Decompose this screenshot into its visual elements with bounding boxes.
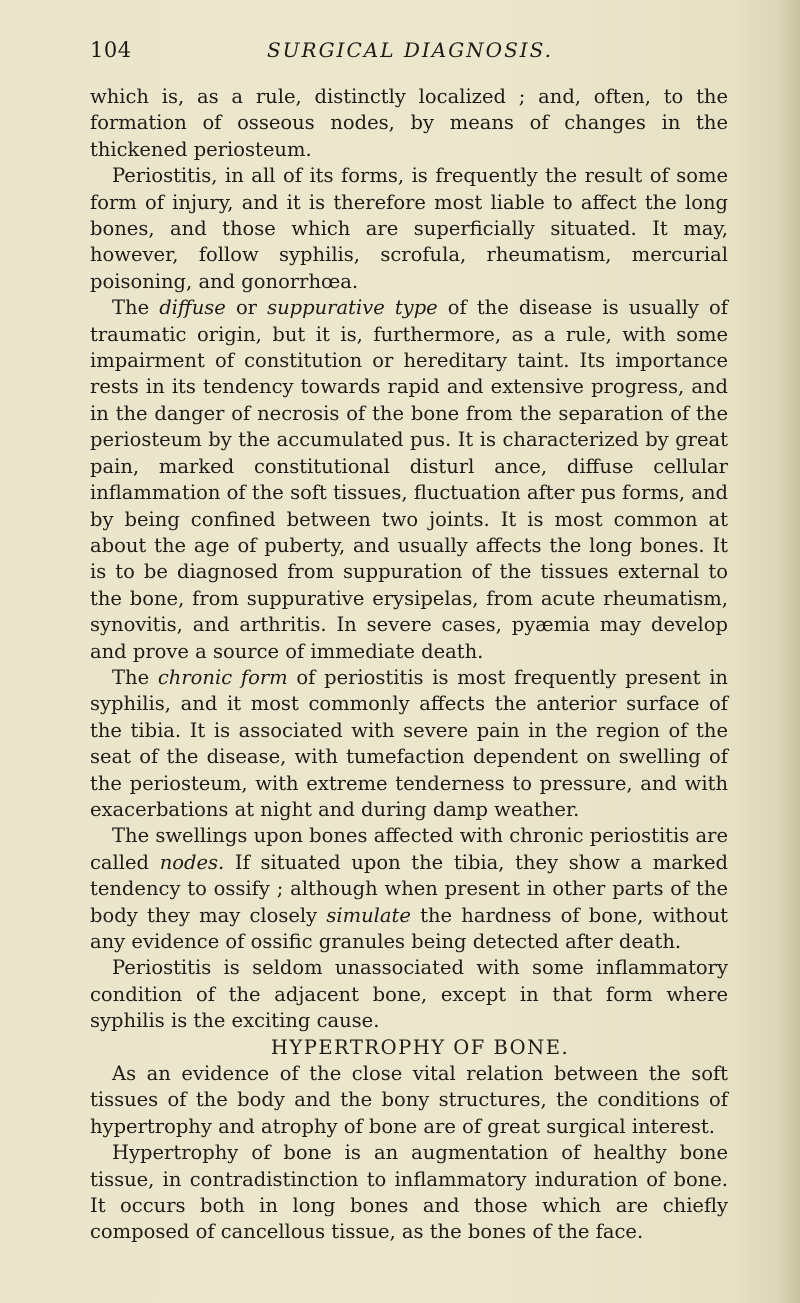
paragraph-4 [90,665,728,823]
paragraph-1: which is, as a rule, distinctly localized ; and, often, to the formation of osseous nodes, by means of changes in the thickened periosteum. [90,85,728,161]
paragraph-3-text: or [225,296,268,320]
page-edge-shadow [778,0,800,1303]
term-suppurative-type: suppurative type [267,296,438,320]
term-simulate: simulate [326,903,411,927]
term-chronic-form: chronic form [157,665,288,689]
paragraph-3-text: of the disease is usually of traumatic origin, but it is, furthermore, as a rule, with some impairment of constitution or hereditary taint. Its importance rests in its tendency towards rapid and extensive progress, and in the danger of necrosis of the bone from the separation of the periosteum by the accumulated pus. It is characterized by great pain, marked constitutional disturl ance, diffuse cellular inflammation of the soft tissues, fluctuation after pus forms, and by being confined between two joints. It is most common at about the age of puberty, and usually affects the long bones. It is to be diagnosed from suppuration of the tissues external to the bone, from suppurative erysipelas, from acute rheumatism, synovitis, and arthritis. In severe cases, pyæmia may develop and prove a source of immediate death. [90,296,728,663]
paragraph-8: Hypertrophy of bone is an augmentation of healthy bone tissue, in contradistinction to inflammatory induration of bone. It occurs both in long bones and those which are chiefly composed of cancellous tissue, as the bones of the face. [90,1141,728,1244]
term-diffuse: diffuse [159,296,226,320]
page-number: 104 [90,38,132,62]
paragraph-2: Periostitis, in all of its forms, is frequently the result of some form of injury, and it is therefore most liable to affect the long bones, and those which are superficially situated. It may, however, follow syphilis, scrofula, rheumatism, mercurial poisoning, and gonorrhœa. [90,164,728,293]
running-head [90,38,730,68]
paragraph-4-text: of periostitis is most frequently present in syphilis, and it most commonly affects the anterior surface of the tibia. It is associated with severe pain in the region of the seat of the disease, with tumefaction dependent on swelling of the periosteum, with extreme tenderness to pressure, and with exacerbations at night and during damp weather. [90,665,728,821]
paragraph-6: Periostitis is seldom unassociated with some inflammatory condition of the adjacent bone, except in that form where syphilis is the exciting cause. [90,956,728,1033]
body-text [90,84,728,1246]
paragraph-4-text: The [112,665,158,689]
section-heading: HYPERTROPHY OF BONE. [270,1035,570,1059]
paragraph-3-text: The [112,296,160,320]
paragraph-3 [90,295,728,665]
paragraph-5-text: The swellings upon bones affected with chronic periostitis are called [90,824,728,874]
term-nodes: nodes. [159,850,225,874]
paragraph-5-text: the hardness of bone, without any evidence of ossific granules being detected after death. [90,903,728,953]
paragraph-5-text: If situated upon the tibia, they show a marked tendency to ossify ; although when present in other parts of the body they may closely [90,850,728,927]
paragraph-5 [90,823,728,955]
paragraph-7: As an evidence of the close vital relation between the soft tissues of the body and the bony structures, the conditions of hypertrophy and atrophy of bone are of great surgical interest. [90,1062,728,1138]
running-title: SURGICAL DIAGNOSIS. [266,38,554,62]
